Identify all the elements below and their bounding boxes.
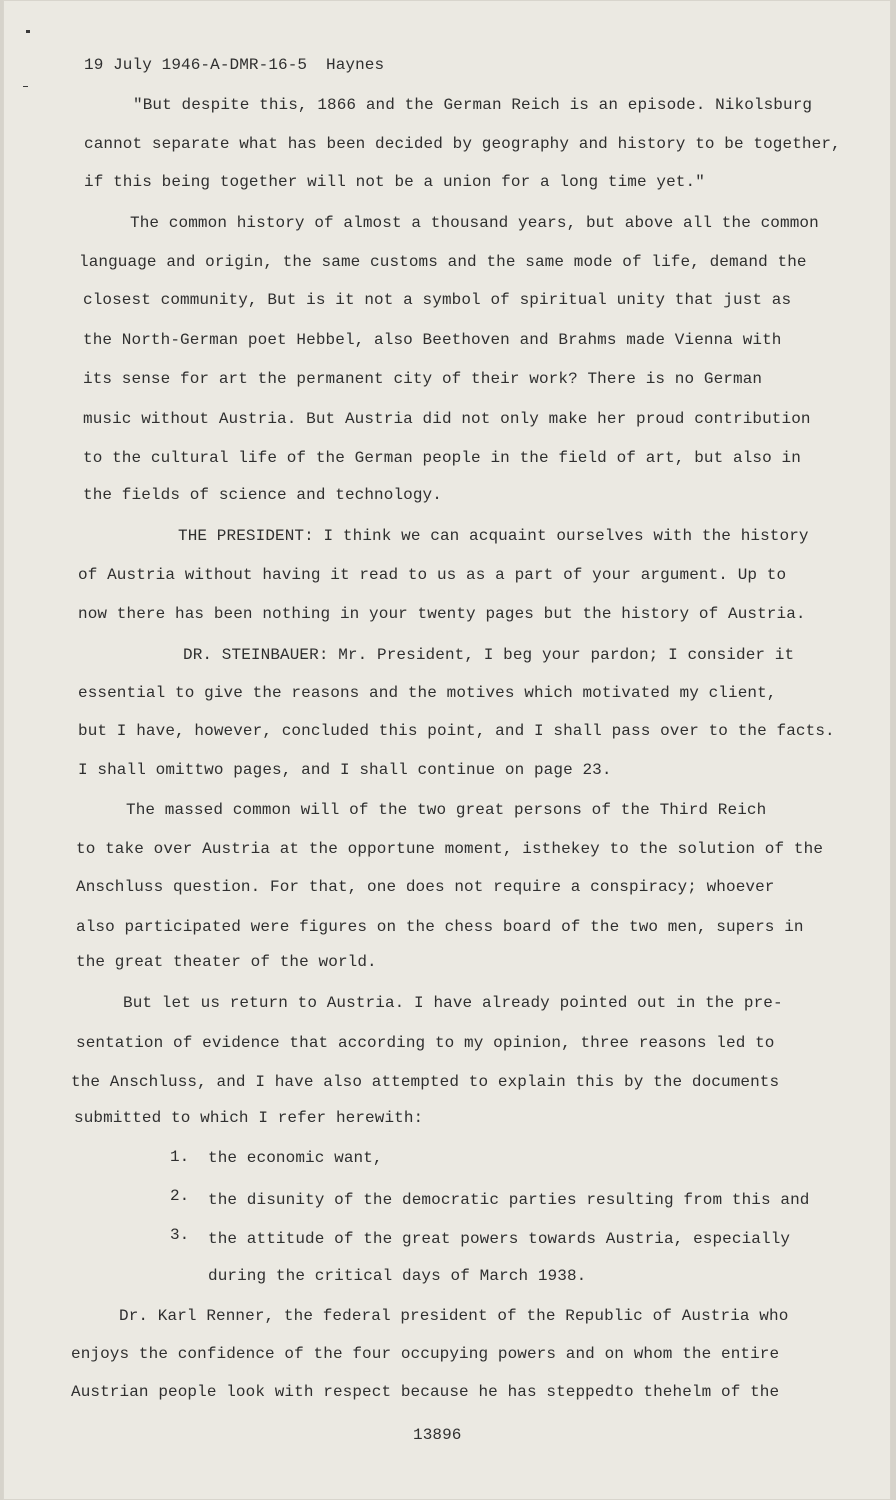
body-line: the North-German poet Hebbel, also Beethoven and Brahms made Vienna with <box>83 331 782 349</box>
body-line: sentation of evidence that according to my opinion, three reasons led to <box>76 1034 775 1052</box>
body-line: music without Austria. But Austria did not only make her proud contribution <box>83 410 811 428</box>
body-line: I shall omittwo pages, and I shall continue on page 23. <box>78 761 612 779</box>
body-line: if this being together will not be a union for a long time yet." <box>84 173 705 191</box>
reporter-name: Haynes <box>326 56 385 74</box>
list-item: the disunity of the democratic parties resulting from this and <box>208 1191 810 1209</box>
body-line: essential to give the reasons and the motives which motivated my client, <box>78 684 777 702</box>
dateline: 19 July 1946-A-DMR-16-5 <box>84 56 308 74</box>
body-line: language and origin, the same customs and the same mode of life, demand the <box>79 253 807 271</box>
body-line: cannot separate what has been decided by geography and history to be together, <box>84 135 841 153</box>
body-line: the great theater of the world. <box>76 953 377 971</box>
body-line: submitted to which I refer herewith: <box>74 1109 424 1127</box>
body-line: now there has been nothing in your twenty pages but the history of Austria. <box>78 605 806 623</box>
body-line: but I have, however, concluded this point, and I shall pass over to the facts. <box>78 722 835 740</box>
body-line: Dr. Karl Renner, the federal president of the Republic of Austria who <box>119 1307 789 1325</box>
body-line: to the cultural life of the German people in the field of art, but also in <box>83 449 801 467</box>
body-line: Austrian people look with respect because he has steppedto thehelm of the <box>71 1383 780 1401</box>
body-line: The common history of almost a thousand years, but above all the common <box>130 214 819 232</box>
body-line: also participated were figures on the chess board of the two men, supers in <box>76 918 804 936</box>
body-line: Anschluss question. For that, one does not require a conspiracy; whoever <box>76 878 775 896</box>
body-line: enjoys the confidence of the four occupying powers and on whom the entire <box>71 1345 780 1363</box>
margin-tick-lower <box>23 86 28 87</box>
body-line: of Austria without having it read to us as a part of your argument. Up to <box>78 566 787 584</box>
list-item: the economic want, <box>208 1149 383 1167</box>
body-line: But let us return to Austria. I have already pointed out in the pre- <box>123 994 783 1012</box>
list-number: 2. <box>170 1187 190 1205</box>
list-number: 3. <box>170 1226 190 1244</box>
document-page <box>3 0 891 1500</box>
page-number: 13896 <box>413 1426 462 1444</box>
list-number: 1. <box>170 1148 190 1166</box>
body-line: to take over Austria at the opportune moment, isthekey to the solution of the <box>76 840 824 858</box>
body-line: the fields of science and technology. <box>83 486 442 504</box>
body-line: closest community, But is it not a symbol of spiritual unity that just as <box>83 291 792 309</box>
speaker-line: DR. STEINBAUER: Mr. President, I beg your pardon; I consider it <box>183 646 795 664</box>
body-line: its sense for art the permanent city of their work? There is no German <box>83 370 763 388</box>
list-item-continuation: during the critical days of March 1938. <box>208 1267 587 1285</box>
body-line: The massed common will of the two great persons of the Third Reich <box>126 801 767 819</box>
body-line: the Anschluss, and I have also attempted to explain this by the documents <box>71 1073 780 1091</box>
margin-tick-top <box>26 30 30 33</box>
body-line: "But despite this, 1866 and the German Reich is an episode. Nikolsburg <box>133 96 813 114</box>
list-item: the attitude of the great powers towards Austria, especially <box>208 1230 791 1248</box>
speaker-line: THE PRESIDENT: I think we can acquaint ourselves with the history <box>178 527 809 545</box>
